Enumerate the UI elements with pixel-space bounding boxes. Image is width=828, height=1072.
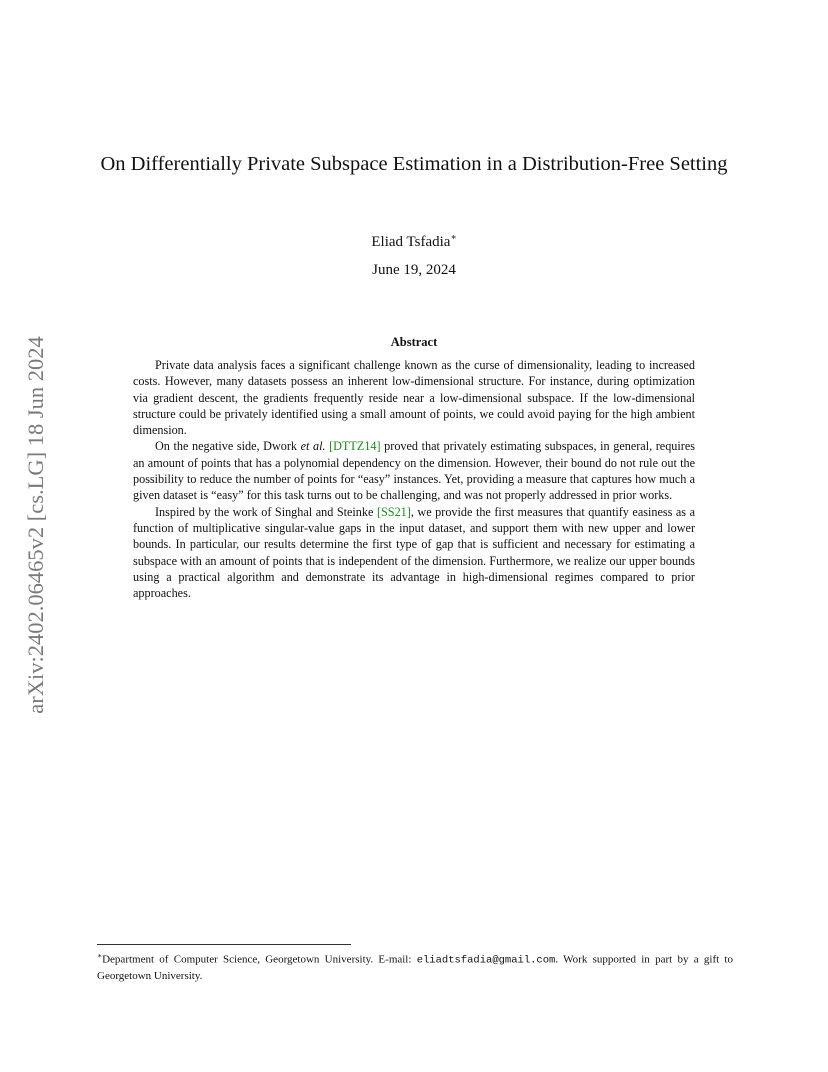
abstract-paragraph-3-text-a: Inspired by the work of Singhal and Steinke (155, 504, 377, 519)
abstract-body (133, 357, 695, 601)
abstract-paragraph-2 (133, 438, 695, 503)
abstract-paragraph-3-text-b: , we provide the first measures that quantify easiness as a function of multiplicative singular-value gaps in the input dataset, and support them with new upper and lower bounds. In particular, our results determine the first type of gap that is sufficient and necessary for estimating a subspace with an amount of points that is independent of the dimension. Furthermore, we realize our upper bounds using a practical algorithm and demonstrate its advantage in high-dimensional regimes compared to prior approaches. (133, 504, 695, 601)
author-line (80, 228, 748, 251)
author-footnote-mark[interactable]: ∗ (450, 232, 457, 242)
author-name: Eliad Tsfadia (371, 234, 451, 250)
abstract-paragraph-3 (133, 504, 695, 602)
abstract-paragraph-2-text-b: proved that privately estimating subspaces, in general, requires an amount of points that has a polynomial dependency on the dimension. However, their bound do not rule out the possibility to reduce the number of points for “easy” instances. Yet, providing a measure that captures how much a given dataset is “easy” for this task turns out to be challenging, and was not properly addressed in prior works. (133, 439, 695, 503)
paper-date: June 19, 2024 (372, 262, 456, 278)
footnote-divider (97, 944, 351, 945)
footnote-text-a: Department of Computer Science, Georgetown University. E-mail: (102, 953, 417, 966)
citation-link-dttz14[interactable]: [DTTZ14] (329, 439, 381, 454)
footnote-mark: ∗ (97, 951, 103, 960)
citation-link-ss21[interactable]: [SS21] (376, 504, 411, 519)
footnote (97, 948, 733, 984)
abstract-paragraph-2-text-a: On the negative side, Dwork (155, 439, 301, 454)
footnote-text-b: . Work supported in part by a gift to Georgetown University. (97, 953, 733, 982)
author-email[interactable]: eliadtsfadia@gmail.com (416, 954, 556, 967)
paper-title: On Differentially Private Subspace Estimation in a Distribution-Free Setting (100, 153, 728, 175)
et-al: et al. (300, 439, 326, 454)
abstract-paragraph-1: Private data analysis faces a significant challenge known as the curse of dimensionality, leading to increased costs. However, many datasets possess an inherent low-dimensional structure. For instance, during optimization via gradient descent, the gradients frequently reside near a low-dimensional subspace. If the low-dimensional structure could be privately identified using a small amount of points, we could avoid paying for the high ambient dimension. (133, 358, 695, 438)
abstract-heading: Abstract (390, 335, 438, 349)
arxiv-identifier-stamp: arXiv:2402.06465v2 [cs.LG] 18 Jun 2024 (23, 336, 48, 714)
